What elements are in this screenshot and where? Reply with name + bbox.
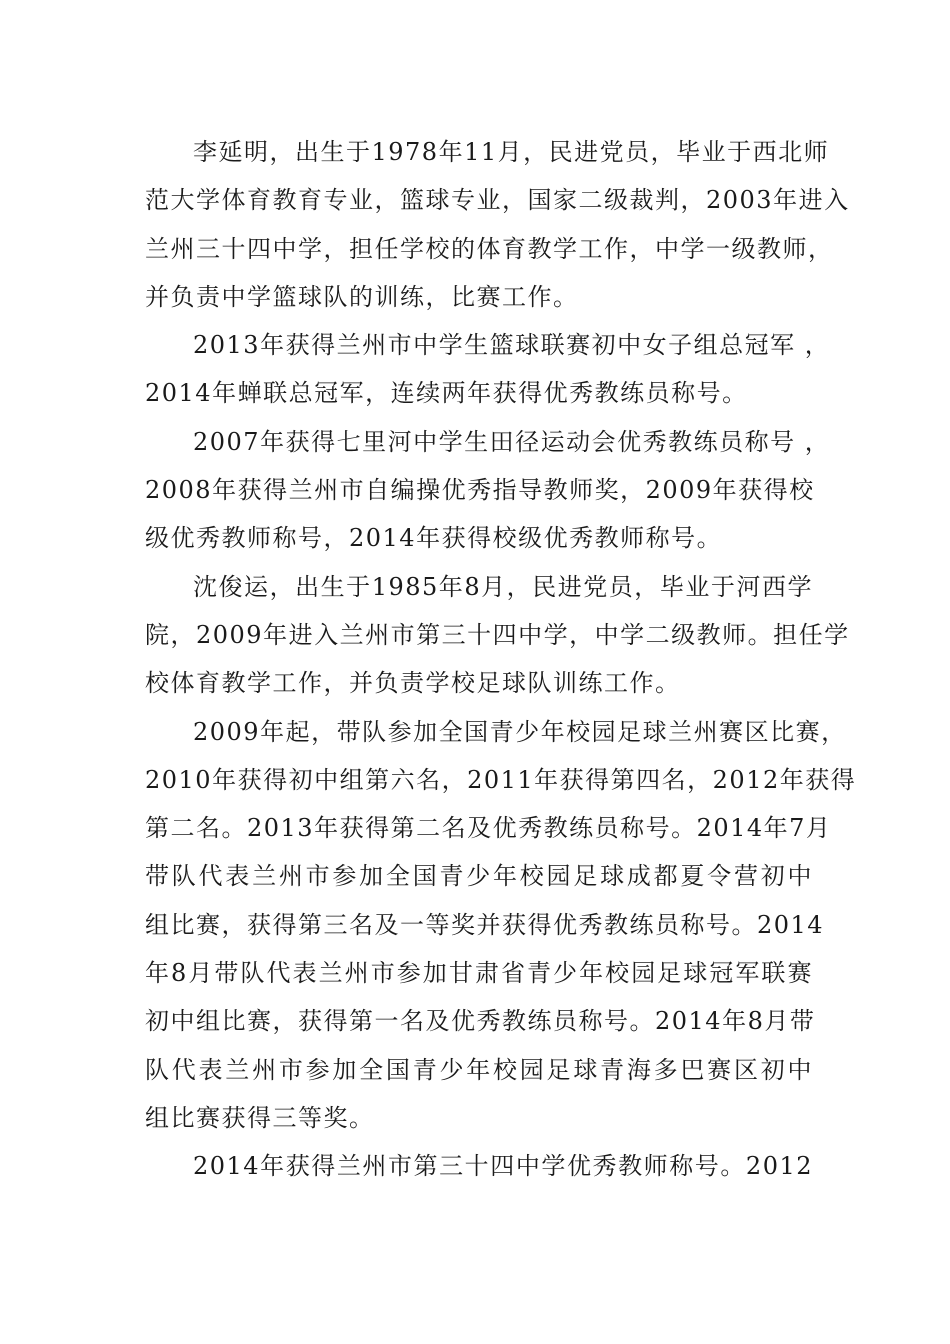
text-line: 组比赛，获得第三名及一等奖并获得优秀教练员称号。2014 <box>145 910 825 939</box>
text-line: 2013年获得兰州市中学生篮球联赛初中女子组总冠军 ， <box>193 331 831 360</box>
text-line: 并负责中学篮球队的训练，比赛工作。 <box>145 282 579 311</box>
paragraph-coaching-awards <box>145 418 831 563</box>
text-line: 第二名。2013年获得第二名及优秀教练员称号。2014年7月 <box>145 814 832 843</box>
paragraph-li-yanming-intro <box>145 128 850 321</box>
text-line: 级优秀教师称号，2014年获得校级优秀教师称号。 <box>145 524 723 553</box>
text-line: 队代表兰州市参加全国青少年校园足球青海多巴赛区初中 <box>145 1055 813 1084</box>
paragraph-football-achievements <box>145 708 857 1143</box>
text-line: 组比赛获得三等奖。 <box>145 1103 375 1132</box>
paragraph-shen-junyun-intro <box>145 563 850 708</box>
text-line: 范大学体育教育专业，篮球专业，国家二级裁判，2003年进入 <box>145 186 850 215</box>
text-line: 年8月带队代表兰州市参加甘肃省青少年校园足球冠军联赛 <box>145 959 813 988</box>
text-line: 2014年获得兰州市第三十四中学优秀教师称号。2012 <box>193 1152 813 1181</box>
text-line: 2008年获得兰州市自编操优秀指导教师奖，2009年获得校 <box>145 476 815 505</box>
text-line: 2007年获得七里河中学生田径运动会优秀教练员称号 ， <box>193 427 831 456</box>
text-line: 初中组比赛，获得第一名及优秀教练员称号。2014年8月带 <box>145 1007 816 1036</box>
text-line: 2010年获得初中组第六名，2011年获得第四名，2012年获得 <box>145 765 857 794</box>
paragraph-basketball-awards <box>145 321 831 418</box>
text-line: 李延明，出生于1978年11月，民进党员，毕业于西北师 <box>193 138 830 166</box>
document-body <box>145 128 857 1191</box>
text-line: 2009年起，带队参加全国青少年校园足球兰州赛区比赛， <box>193 717 847 746</box>
paragraph-teacher-awards <box>145 1142 813 1190</box>
text-line: 带队代表兰州市参加全国青少年校园足球成都夏令营初中 <box>145 862 813 891</box>
text-line: 沈俊运，出生于1985年8月，民进党员，毕业于河西学 <box>193 572 813 601</box>
text-line: 2014年蝉联总冠军，连续两年获得优秀教练员称号。 <box>145 379 748 408</box>
text-line: 院，2009年进入兰州市第三十四中学，中学二级教师。担任学 <box>145 620 850 649</box>
text-line: 校体育教学工作，并负责学校足球队训练工作。 <box>145 669 681 698</box>
text-line: 兰州三十四中学，担任学校的体育教学工作，中学一级教师， <box>145 234 834 263</box>
